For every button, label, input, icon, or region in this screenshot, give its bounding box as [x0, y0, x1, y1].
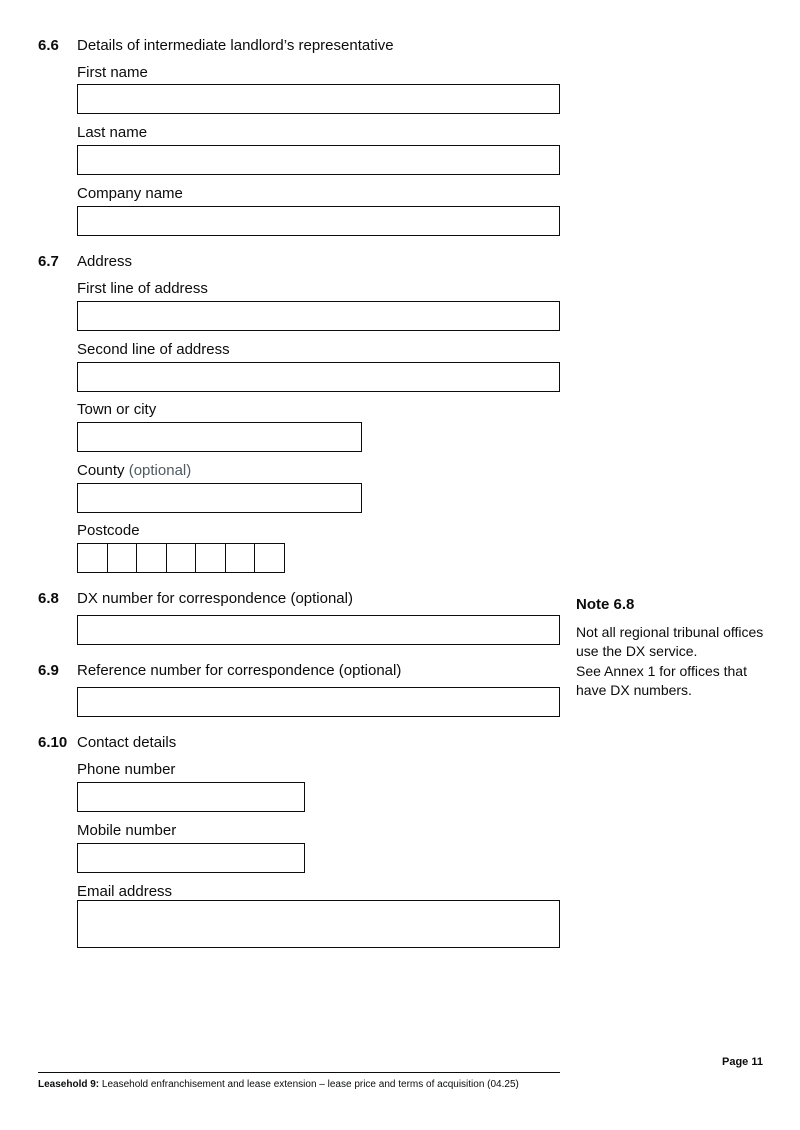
footer-rule — [38, 1072, 560, 1073]
postcode-label: Postcode — [77, 522, 140, 539]
address-line2-label: Second line of address — [77, 341, 230, 358]
footer-form-id: Leasehold 9: — [38, 1079, 100, 1090]
first-name-field[interactable] — [77, 84, 560, 114]
town-label: Town or city — [77, 401, 157, 418]
county-optional-hint: (optional) — [128, 462, 192, 479]
footer-form-title: Leasehold enfranchisement and lease extension – lease price and terms of acquisition (04.25) — [101, 1079, 519, 1090]
address-line1-label: First line of address — [77, 280, 208, 297]
section-number-6-7: 6.7 — [38, 253, 59, 270]
address-line1-field[interactable] — [77, 301, 560, 331]
company-name-field[interactable] — [77, 206, 560, 236]
page-number: Page 11 — [722, 1056, 763, 1068]
last-name-label: Last name — [77, 124, 148, 141]
county-field[interactable] — [77, 483, 362, 513]
dx-number-field[interactable] — [77, 615, 560, 645]
section-number-6-6: 6.6 — [38, 37, 59, 54]
address-line2-field[interactable] — [77, 362, 560, 392]
postcode-char-5[interactable] — [195, 543, 226, 573]
section-number-6-10: 6.10 — [38, 734, 68, 751]
postcode-char-7[interactable] — [254, 543, 285, 573]
postcode-char-2[interactable] — [107, 543, 138, 573]
town-field[interactable] — [77, 422, 362, 452]
section-number-6-8: 6.8 — [38, 590, 59, 607]
reference-number-label: Reference number for correspondence (optional) — [77, 662, 402, 679]
phone-label: Phone number — [77, 761, 176, 778]
first-name-label: First name — [77, 64, 148, 81]
county-label-text: County — [77, 462, 125, 479]
section-heading-address: Address — [77, 253, 133, 270]
dx-number-label: DX number for correspondence (optional) — [77, 590, 353, 607]
postcode-char-4[interactable] — [166, 543, 197, 573]
mobile-field[interactable] — [77, 843, 305, 873]
note-title: Note 6.8 — [576, 596, 635, 613]
note-line-1: Not all regional tribunal offices use the DX service. — [576, 624, 764, 659]
postcode-char-3[interactable] — [136, 543, 167, 573]
note-line-2: See Annex 1 for offices that have DX numbers. — [576, 663, 747, 698]
company-name-label: Company name — [77, 185, 183, 202]
county-label — [77, 462, 191, 479]
mobile-label: Mobile number — [77, 822, 177, 839]
phone-field[interactable] — [77, 782, 305, 812]
section-heading-representative: Details of intermediate landlord’s representative — [77, 37, 394, 54]
email-label: Email address — [77, 883, 173, 900]
last-name-field[interactable] — [77, 145, 560, 175]
postcode-char-1[interactable] — [77, 543, 108, 573]
section-heading-contact: Contact details — [77, 734, 177, 751]
footer-form-reference — [38, 1079, 519, 1090]
postcode-char-6[interactable] — [225, 543, 256, 573]
reference-number-field[interactable] — [77, 687, 560, 717]
postcode-boxes — [77, 543, 284, 573]
email-field[interactable] — [77, 900, 560, 948]
section-number-6-9: 6.9 — [38, 662, 59, 679]
